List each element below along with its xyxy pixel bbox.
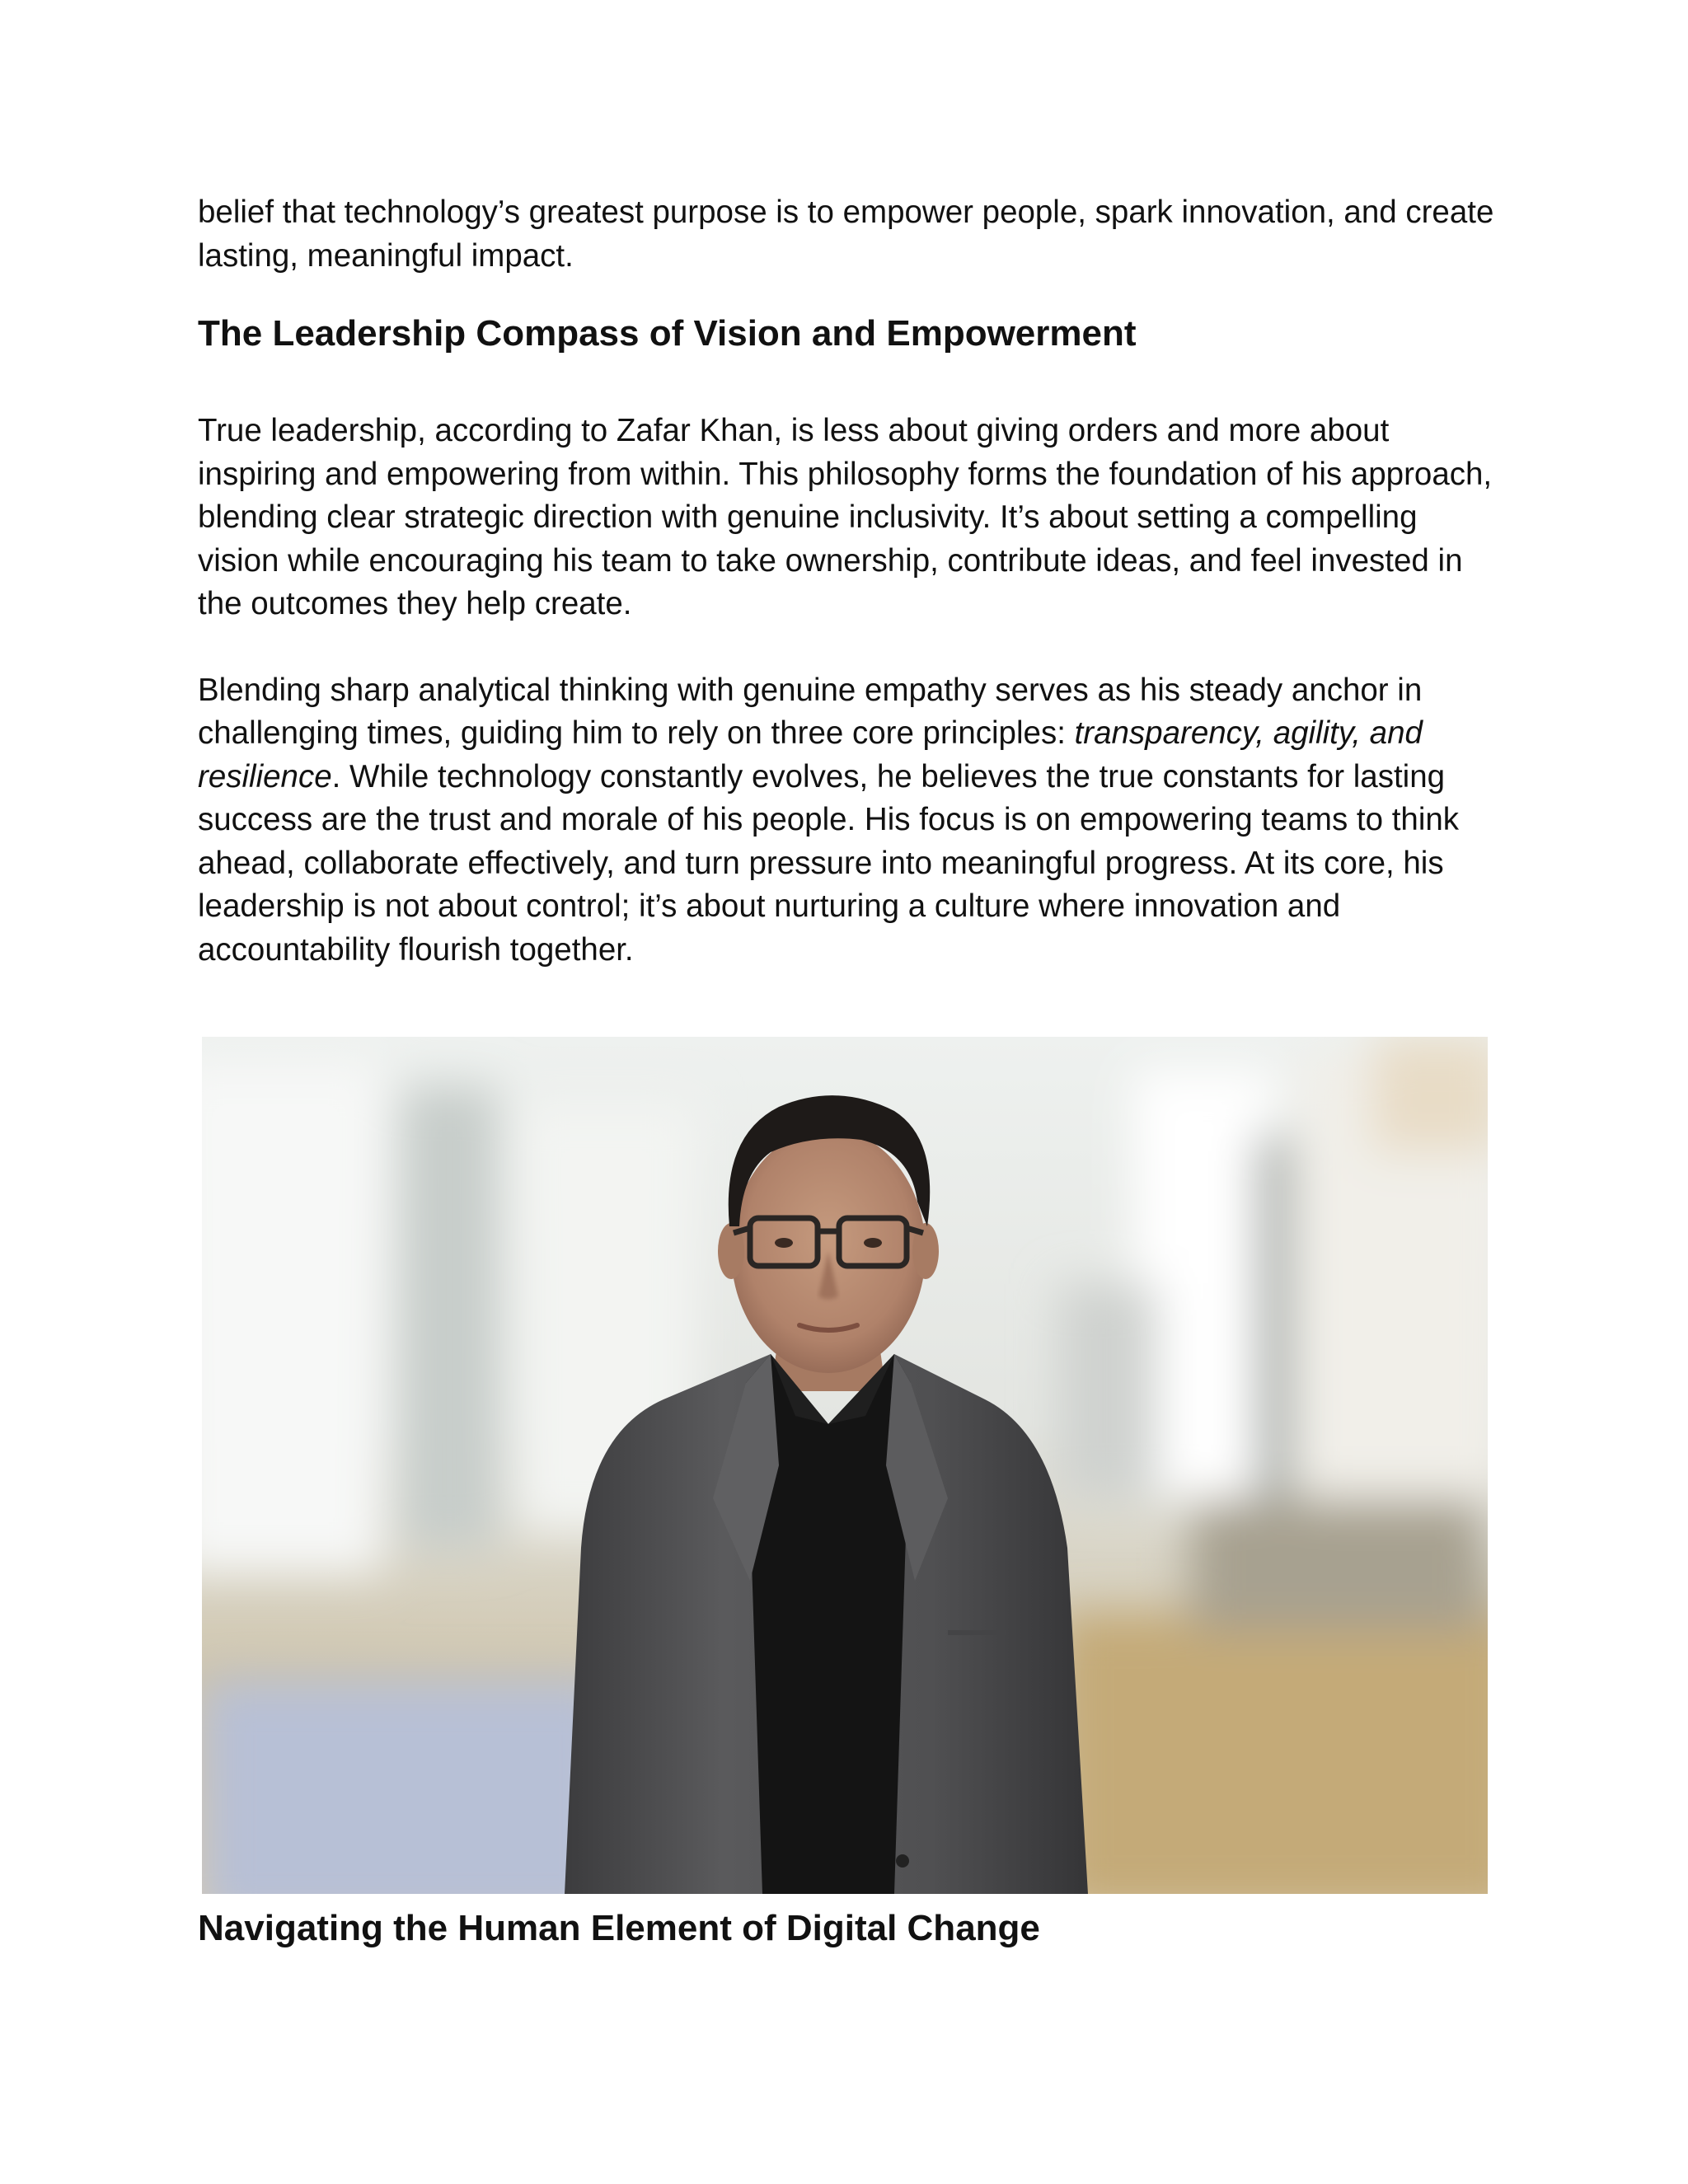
article-body — [198, 191, 1500, 972]
intro-paragraph-tail: belief that technology’s greatest purpose is to empower people, spark innovation, and create lasting, meaningful impact. — [198, 194, 1494, 274]
leadership-paragraph-2 — [198, 669, 1500, 972]
core-principles-emphasis: transparency, agility, and resilience — [198, 715, 1423, 794]
section-heading-leadership: The Leadership Compass of Vision and Empowerment — [198, 313, 1137, 354]
leadership-paragraph-2-text-end: . While technology constantly evolves, he believes the true constants for lasting success are the trust and morale of his people. His focus is on empowering teams to think ahead, collaborate effectively, and turn pressure into meaningful progress. At its core, his leadership is not about control; it’s about nurturing a culture where innovation and accountability flourish together. — [198, 758, 1460, 968]
leadership-paragraph-1: True leadership, according to Zafar Khan, is less about giving orders and more about inspiring and empowering from within. This philosophy forms the foundation of his approach, blending clear strategic direction with genuine inclusivity. It’s about setting a compelling vision while encouraging his team to take ownership, contribute ideas, and feel invested in the outcomes they help create. — [198, 413, 1493, 621]
portrait-photo — [202, 1037, 1488, 1894]
leadership-paragraph-2-text-start: Blending sharp analytical thinking with genuine empathy serves as his steady anchor in challenging times, guiding him to rely on three core principles: — [198, 672, 1423, 751]
portrait-photo-illustration — [202, 1037, 1488, 1894]
section-heading-navigating: Navigating the Human Element of Digital Change — [198, 1908, 1040, 1948]
